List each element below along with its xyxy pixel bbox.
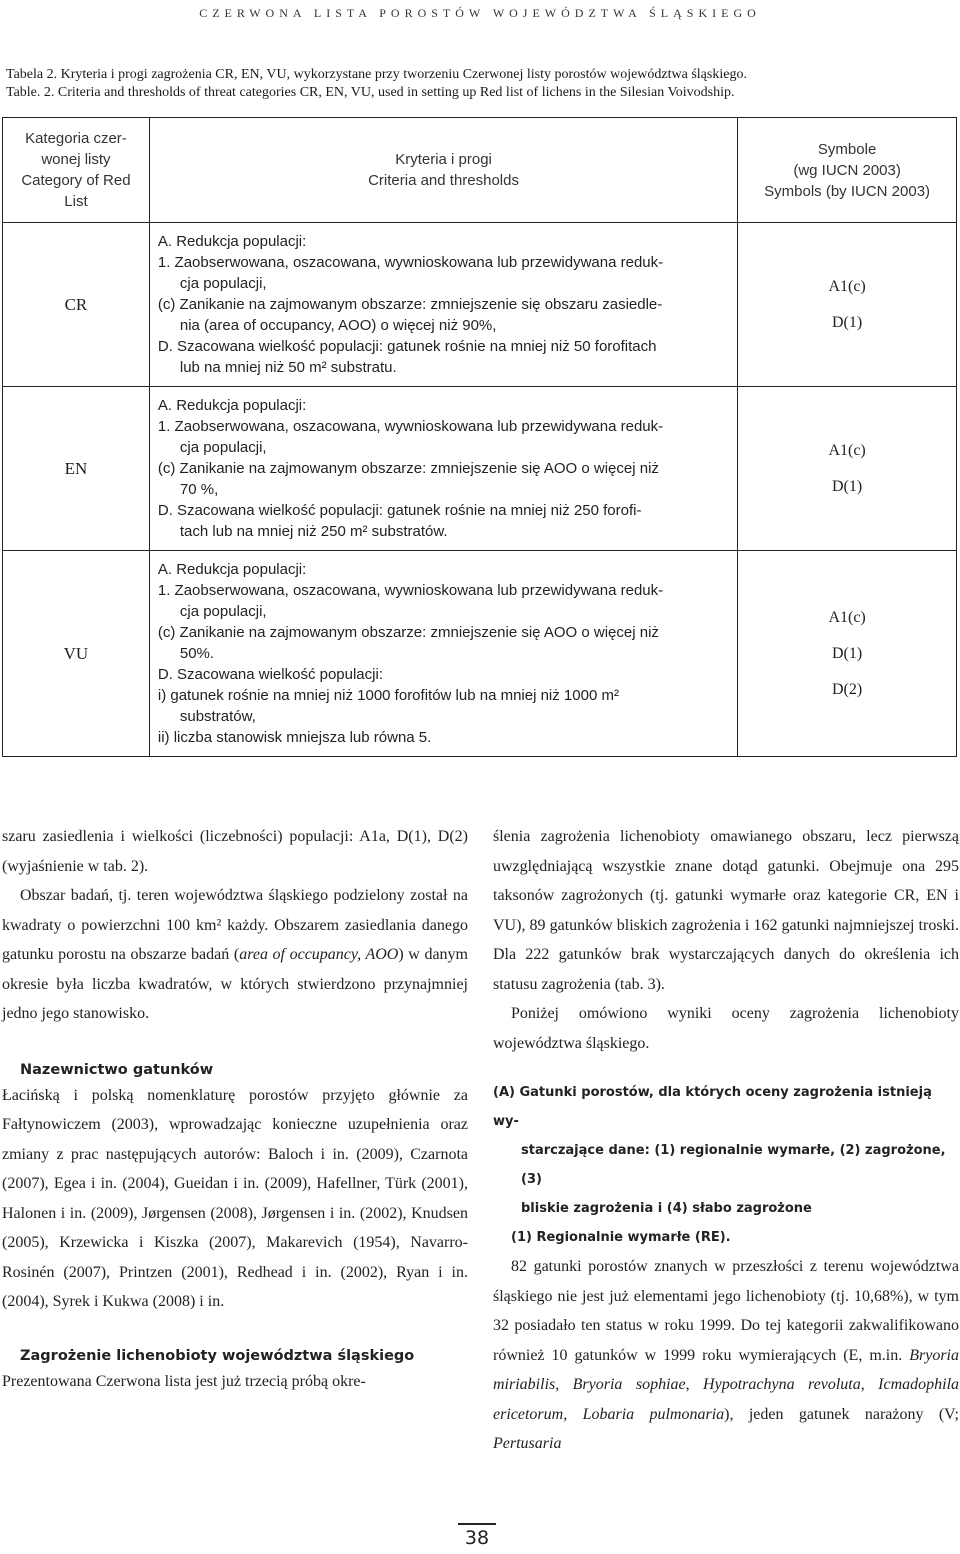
running-header: CZERWONA LISTA POROSTÓW WOJEWÓDZTWA ŚLĄSKIEGO	[199, 6, 761, 20]
paragraph: Poniżej omówiono wyniki oceny zagrożenia lichenobioty województwa śląskiego.	[493, 1005, 959, 1052]
category-cell: CR	[3, 223, 150, 387]
header-category: Kategoria czer- wonej listy Category of Red List	[3, 118, 150, 223]
subsection-heading: (A) Gatunki porostów, dla których oceny zagrożenia istnieją wy- starczające dane: (1) regionalnie wymarłe, (2) zagrożone, (3) bliskie zagrożenia i (4) słabo zagrożone	[493, 1085, 946, 1216]
right-column	[493, 822, 959, 1459]
symbols-cell: A1(c) D(1)	[738, 387, 957, 551]
header-criteria: Kryteria i progi Criteria and thresholds	[149, 118, 737, 223]
table-row-cr	[3, 223, 957, 387]
table-row-en	[3, 387, 957, 551]
symbols-cell: A1(c) D(1) D(2)	[738, 551, 957, 757]
paragraph: Obszar badań, tj. teren województwa śląskiego podzielony został na kwadraty o powierzchni 100 km² każdy. Obszarem zasiedlania danego gatunku porostu na obszarze badań (area of occupancy, AOO) w danym okresie była liczba kwadratów, w których stwierdzono przynajmniej jedno jego stanowisko.	[2, 887, 468, 1022]
caption-pl: Tabela 2. Kryteria i progi zagrożenia CR, EN, VU, wykorzystane przy tworzeniu Czerwonej listy porostów województwa śląskiego.	[6, 67, 747, 82]
paragraph: szaru zasiedlenia i wielkości (liczebności) populacji: A1a, D(1), D(2) (wyjaśnienie w tab. 2).	[2, 828, 468, 875]
paragraph: Prezentowana Czerwona lista jest już trzecią próbą okre-	[2, 1372, 366, 1390]
caption-en: Table. 2. Criteria and thresholds of threat categories CR, EN, VU, used in setting up Red list of lichens in the Silesian Voivodship.	[6, 85, 735, 100]
paragraph: Łacińską i polską nomenklaturę porostów przyjęto głównie za Fałtynowiczem (2003), wprowadzając konieczne uzupełnienia oraz zmiany z prac następujących autorów: Baloch i in. (2009), Czarnota (2007), Egea i in. (2004), Gueidan i in. (2009), Hafellner, Türk (2001), Halonen i in. (2009), Jørgensen (2008), Jørgensen i in. (2002), Knudsen (2005), Krzewicka i Kiszka (2007), Makarevich (1954), Navarro-Rosinén (2007), Printzen (2001), Redhead i in. (2002), Ryan i in. (2004), Syrek i Kukwa (2008) i in.	[2, 1086, 468, 1310]
table-row-vu	[3, 551, 957, 757]
header-symbols: Symbole (wg IUCN 2003) Symbols (by IUCN 2003)	[738, 118, 957, 223]
section-heading: Zagrożenie lichenobioty województwa śląskiego	[20, 1347, 415, 1364]
table-header-row	[3, 118, 957, 223]
section-heading: Nazewnictwo gatunków	[20, 1061, 214, 1078]
criteria-table	[2, 117, 957, 757]
symbols-cell: A1(c) D(1)	[738, 223, 957, 387]
table-caption	[6, 66, 956, 102]
category-cell: EN	[3, 387, 150, 551]
paragraph: ślenia zagrożenia lichenobioty omawianego obszaru, lecz pierwszą uwzględniającą wszystkie znane dotąd gatunki. Obejmuje ona 295 taksonów zagrożonych (tj. gatunki wymarłe oraz kategorie CR, EN i VU), 89 gatunków bliskich zagrożenia i 162 gatunki najmniejszej troski. Dla 222 gatunków brak wystarczających danych do określenia ich statusu zagrożenia (tab. 3).	[493, 828, 959, 993]
page-number: 38	[458, 1523, 496, 1549]
criteria-cell: A. Redukcja populacji: 1. Zaobserwowana, oszacowana, wywnioskowana lub przewidywana reduk- cja populacji, (c) Zanikanie na zajmowanym obszarze: zmniejszenie się obszaru zasiedle- nia (area of occupancy, AOO) o więcej niż 90%, D. Szacowana wielkość populacji: gatunek rośnie na mniej niż 50 forofitach lub na mniej niż 50 m² substratu.	[149, 223, 737, 387]
left-column	[2, 822, 468, 1396]
criteria-cell: A. Redukcja populacji: 1. Zaobserwowana, oszacowana, wywnioskowana lub przewidywana reduk- cja populacji, (c) Zanikanie na zajmowanym obszarze: zmniejszenie się AOO o więcej niż 70 %, D. Szacowana wielkość populacji: gatunek rośnie na mniej niż 250 forofi- tach lub na mniej niż 250 m² substratów.	[149, 387, 737, 551]
category-cell: VU	[3, 551, 150, 757]
criteria-cell: A. Redukcja populacji: 1. Zaobserwowana, oszacowana, wywnioskowana lub przewidywana reduk- cja populacji, (c) Zanikanie na zajmowanym obszarze: zmniejszenie się AOO o więcej niż 50%. D. Szacowana wielkość populacji: i) gatunek rośnie na mniej niż 1000 forofitów lub na mniej niż 1000 m² substratów, ii) liczba stanowisk mniejsza lub równa 5.	[149, 551, 737, 757]
subsection-heading: (1) Regionalnie wymarłe (RE).	[511, 1230, 731, 1245]
paragraph: 82 gatunki porostów znanych w przeszłości z terenu województwa śląskiego nie jest już elementami jego lichenobioty (tj. 10,68%), w tym 32 posiadało ten status w roku 1999. Do tej kategorii zakwalifikowano również 10 gatunków w 1999 roku wymierających (E, m.in. Bryoria miriabilis, Bryoria sophiae, Hypotrachyna revoluta, Icmadophila ericetorum, Lobaria pulmonaria), jeden gatunek narażony (V; Pertusaria	[493, 1258, 960, 1452]
